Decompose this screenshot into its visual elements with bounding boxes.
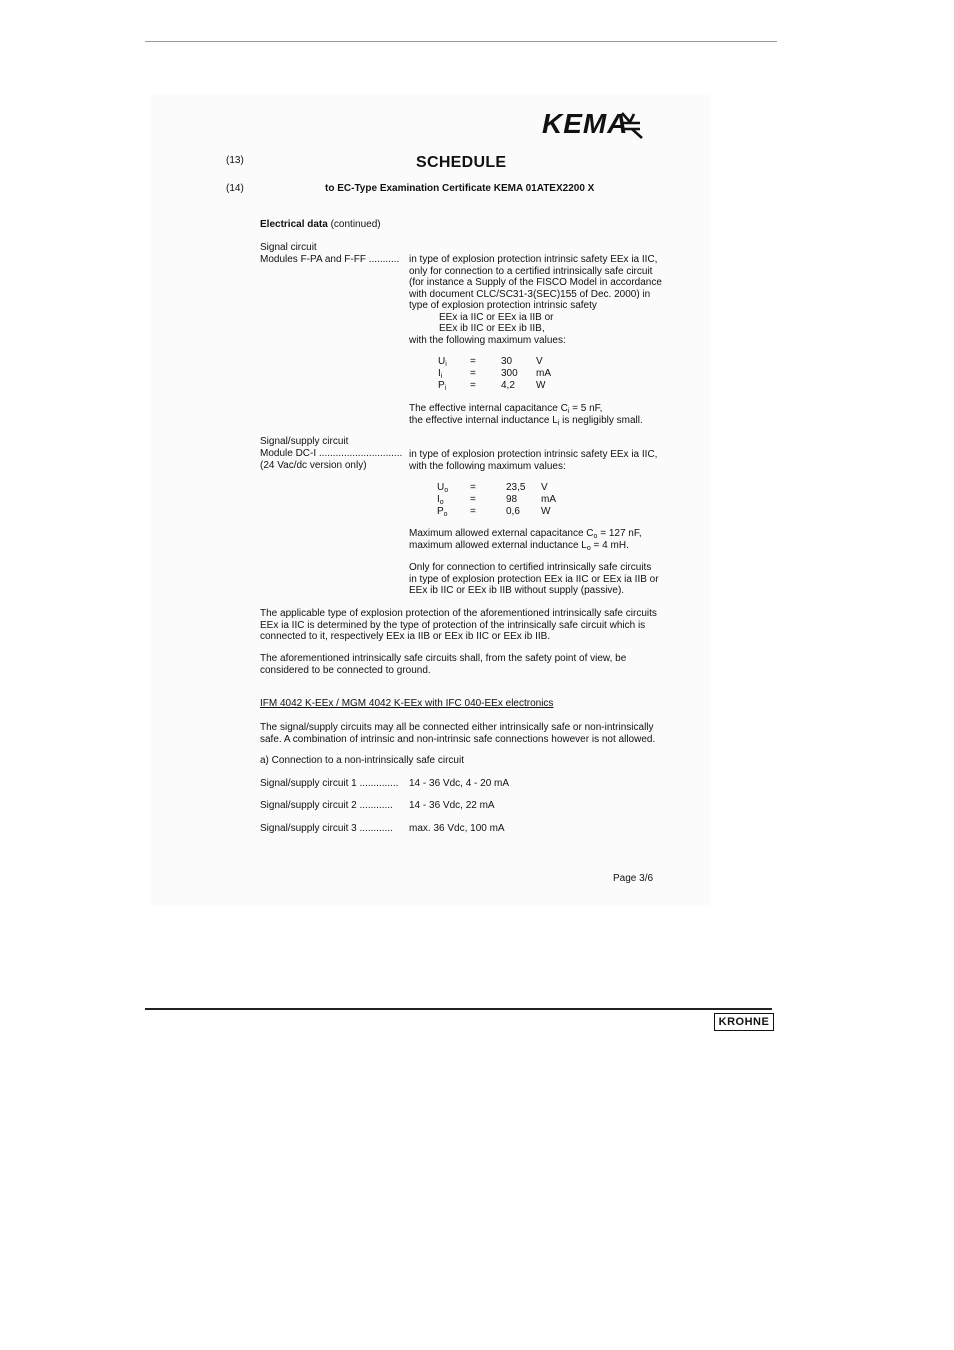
value-unit: V (536, 356, 543, 367)
value-equals: = (470, 494, 476, 505)
page-number: Page 3/6 (613, 873, 654, 884)
value-unit: mA (541, 494, 556, 505)
value-symbol-letter: P (438, 380, 445, 391)
text-sub: o (593, 533, 598, 540)
section-number-13: (13) (226, 155, 244, 166)
value-symbol (438, 380, 446, 392)
text-line: with document CLC/SC31-3(SEC)155 of Dec. 2000) in (409, 288, 651, 300)
circuit-1-value: 14 - 36 Vdc, 4 - 20 mA (409, 778, 510, 789)
electrical-data-heading-rest: (continued) (327, 219, 381, 230)
text-sub: i (567, 408, 570, 415)
text-line: The aforementioned intrinsically safe circuits shall, from the safety point of view, be (260, 653, 627, 664)
signal-circuit-values (438, 356, 558, 392)
circuit-3-value: max. 36 Vdc, 100 mA (409, 823, 505, 834)
value-symbol (437, 506, 448, 518)
text-line: with the following maximum values: (409, 334, 566, 346)
applicable-protection-paragraph (260, 608, 657, 643)
value-symbol-sub: o (439, 499, 444, 506)
text-line: in type of explosion protection intrinsic safety EEx ia IIC, (409, 449, 658, 460)
value-symbol-sub: i (444, 385, 447, 392)
text-span: = 127 nF, (597, 528, 642, 539)
signal-circuit-label: Signal circuit (260, 242, 317, 253)
value-unit: W (541, 506, 551, 517)
electrical-data-heading (260, 219, 381, 231)
value-symbol-letter: U (438, 356, 446, 367)
signal-circuit-capacitance (409, 403, 602, 415)
ground-paragraph (260, 653, 626, 676)
text-line: EEx ia IIC is determined by the type of protection of the intrinsically safe circuit which is (260, 619, 646, 631)
text-sub: o (586, 545, 591, 552)
value-number: 30 (501, 356, 513, 367)
value-equals: = (470, 482, 476, 493)
section-number-14: (14) (226, 183, 244, 194)
text-span: = 4 mH. (590, 540, 629, 551)
kema-logo-icon (618, 110, 644, 140)
value-symbol (438, 368, 442, 380)
value-number: 4,2 (501, 380, 515, 391)
supply-circuit-module-label: Module DC-I .............................. (260, 448, 403, 459)
text-line: EEx ib IIC or EEx ib IIB without supply (passive). (409, 585, 625, 596)
value-unit: W (536, 380, 546, 391)
text-line: EEx ib IIC or EEx ib IIB, (439, 323, 545, 334)
value-number: 98 (506, 494, 518, 505)
text-span: The effective internal capacitance C (409, 403, 568, 414)
value-unit: mA (536, 368, 551, 379)
kema-logo-text: KEMA (542, 108, 629, 139)
value-symbol (437, 482, 448, 494)
text-line: The signal/supply circuits may all be connected either intrinsically safe or non-intrinsically (260, 722, 654, 733)
signal-circuit-modules-label: Modules F-PA and F-FF ........... (260, 254, 400, 265)
value-number: 300 (501, 368, 518, 379)
text-line: in type of explosion protection intrinsic safety EEx ia IIC, (409, 254, 658, 265)
text-sub: i (557, 420, 560, 427)
text-line: connected to it, respectively EEx ia IIB or EEx ib IIC or EEx ib IIB. (260, 631, 551, 642)
signal-circuit-inductance (409, 415, 643, 427)
supply-circuit-capacitance (409, 528, 642, 540)
value-symbol (437, 494, 444, 506)
text-span: maximum allowed external inductance L (409, 540, 587, 551)
text-span: is negligibly small. (559, 415, 643, 426)
value-symbol-sub: o (444, 487, 449, 494)
top-rule (145, 41, 777, 42)
circuit-3-label: Signal/supply circuit 3 ............ (260, 823, 393, 834)
value-symbol-letter: U (437, 482, 445, 493)
text-span: = 5 nF, (569, 403, 603, 414)
signal-circuit-description (409, 254, 662, 346)
text-line: type of explosion protection intrinsic safety (409, 300, 597, 311)
value-number: 23,5 (506, 482, 526, 493)
text-line: in type of explosion protection EEx ia IIC or EEx ia IIB or (409, 573, 659, 585)
text-line: only for connection to a certified intrinsically safe circuit (409, 265, 653, 277)
circuit-2-label: Signal/supply circuit 2 ............ (260, 800, 393, 811)
value-symbol-sub: o (443, 511, 448, 518)
text-span: Maximum allowed external capacitance C (409, 528, 594, 539)
value-symbol-sub: i (445, 361, 447, 368)
supply-circuit-inductance (409, 540, 629, 552)
supply-circuit-values (437, 482, 557, 518)
supply-circuit-version-label: (24 Vac/dc version only) (260, 460, 367, 471)
value-equals: = (470, 356, 476, 367)
ifm-section-heading: IFM 4042 K-EEx / MGM 4042 K-EEx with IFC 040-EEx electronics (260, 698, 554, 709)
text-line: with the following maximum values: (409, 460, 566, 472)
supply-circuit-label: Signal/supply circuit (260, 436, 349, 447)
value-unit: V (541, 482, 548, 493)
value-equals: = (470, 506, 476, 517)
supply-circuit-passive-note (409, 562, 659, 597)
value-symbol-sub: i (440, 373, 443, 380)
value-symbol-letter: I (438, 368, 441, 379)
krohne-logo: KROHNE (714, 1013, 774, 1031)
bottom-rule (145, 1008, 772, 1010)
value-equals: = (470, 380, 476, 391)
value-equals: = (470, 368, 476, 379)
value-number: 0,6 (506, 506, 520, 517)
option-a-heading: a) Connection to a non-intrinsically safe circuit (260, 755, 464, 766)
value-symbol-letter: I (437, 494, 440, 505)
electrical-data-heading-bold: Electrical data (260, 219, 328, 230)
text-line: Only for connection to certified intrinsically safe circuits (409, 562, 652, 573)
value-symbol-letter: P (437, 506, 444, 517)
page-subtitle: to EC-Type Examination Certificate KEMA 01ATEX2200 X (325, 183, 595, 194)
page-title: SCHEDULE (416, 154, 507, 171)
supply-circuit-description (409, 449, 657, 472)
text-span: the effective internal inductance L (409, 415, 558, 426)
value-symbol (438, 356, 447, 368)
connection-paragraph (260, 722, 655, 745)
text-line: safe. A combination of intrinsic and non-intrinsic safe connections however is not allowed. (260, 733, 656, 745)
text-line: considered to be connected to ground. (260, 664, 431, 676)
circuit-1-label: Signal/supply circuit 1 .............. (260, 778, 399, 789)
text-line: The applicable type of explosion protection of the aforementioned intrinsically safe circuits (260, 608, 657, 619)
circuit-2-value: 14 - 36 Vdc, 22 mA (409, 800, 495, 811)
text-line: (for instance a Supply of the FISCO Model in accordance (409, 277, 662, 288)
text-line: EEx ia IIC or EEx ia IIB or (439, 311, 554, 323)
